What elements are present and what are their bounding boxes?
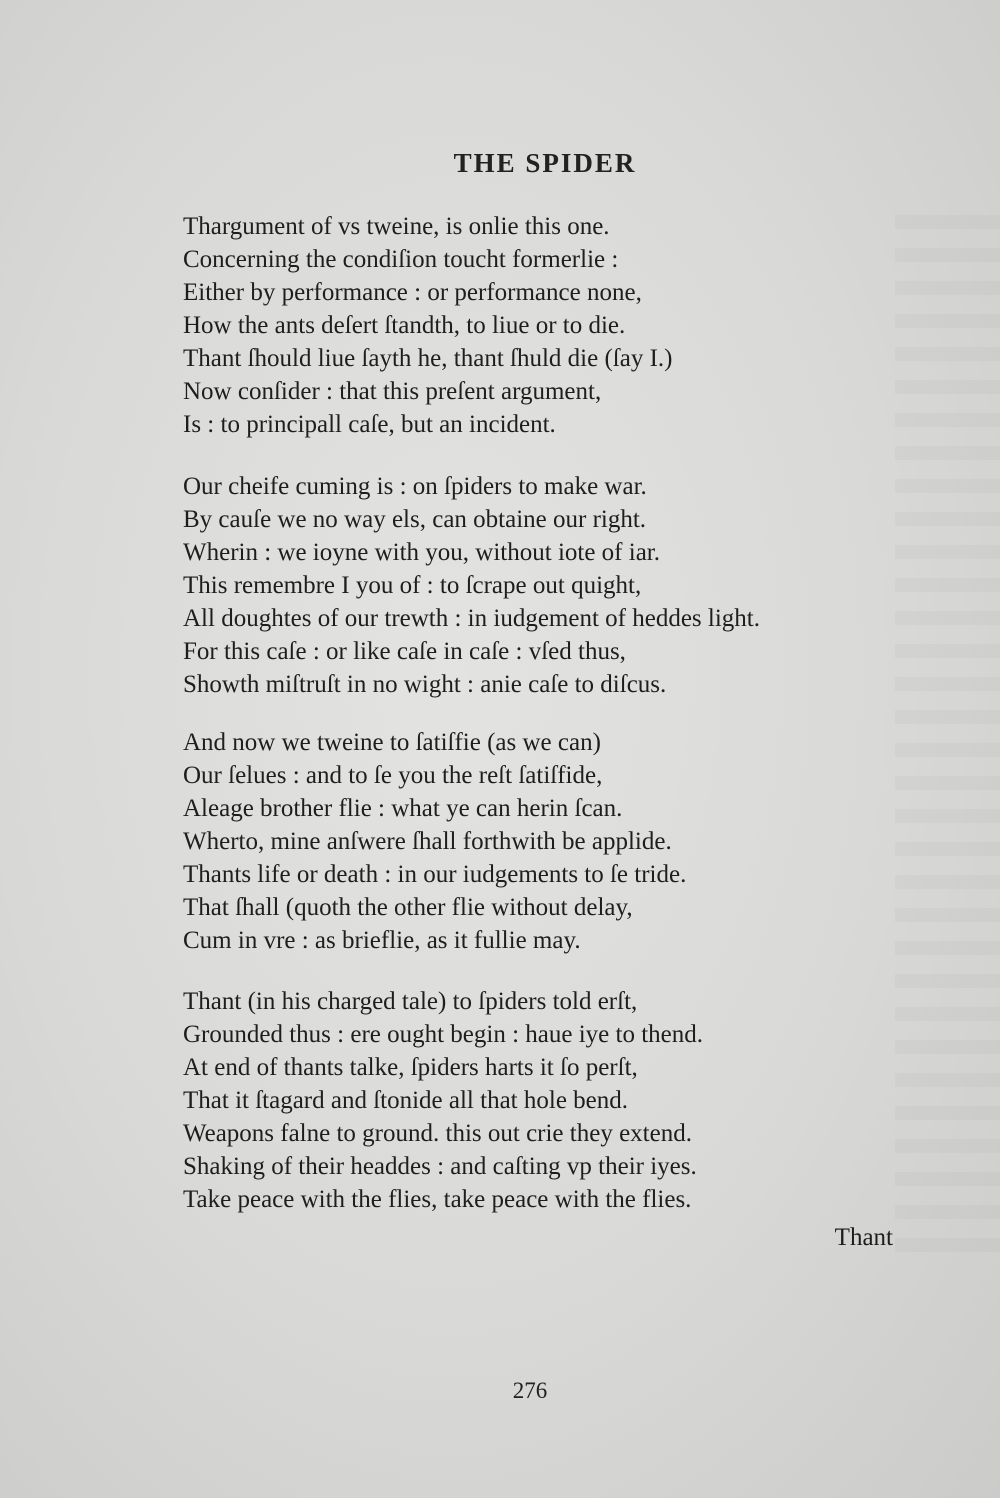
verse-line: Thant (in his charged tale) to ſpiders told erſt, <box>183 988 638 1015</box>
page-title: THE SPIDER <box>453 148 637 178</box>
stanza <box>183 470 760 701</box>
verse-line: That ſhall (quoth the other flie without delay, <box>183 894 633 921</box>
stanza <box>183 726 686 957</box>
verse-line: Cum in vre : as brieflie, as it fullie may. <box>183 927 581 954</box>
verse-line: Concerning the condiſion toucht formerlie : <box>183 246 619 273</box>
verse-line: Either by performance : or performance none, <box>183 279 642 306</box>
page-number: 276 <box>512 1378 548 1403</box>
verse-line: Thants life or death : in our iudgements to ſe tride. <box>183 861 687 888</box>
verse-line: Grounded thus : ere ought begin : haue iye to thend. <box>183 1021 704 1048</box>
verse-line: Thant ſhould liue ſayth he, thant ſhuld die (ſay I.) <box>183 345 673 372</box>
verse-line: Now conſider : that this preſent argument, <box>183 378 602 405</box>
verse-line: Is : to principall caſe, but an incident. <box>183 411 556 438</box>
verse-line: Wherto, mine anſwere ſhall forthwith be applide. <box>183 828 672 855</box>
verse-line: By cauſe we no way els, can obtaine our right. <box>183 506 647 533</box>
verse-line: Our ſelues : and to ſe you the reſt ſatiſfide, <box>183 762 603 789</box>
verse-line: Our cheife cuming is : on ſpiders to make war. <box>183 473 647 500</box>
verse-line: Thargument of vs tweine, is onlie this one. <box>183 213 610 240</box>
catchword: Thant <box>834 1224 893 1251</box>
verse-line: Showth miſtruſt in no wight : anie caſe to diſcus. <box>183 671 667 698</box>
verse-line: Wherin : we ioyne with you, without iote of iar. <box>183 539 660 566</box>
verse-line: For this caſe : or like caſe in caſe : vſed thus, <box>183 638 626 665</box>
verse-line: This remembre I you of : to ſcrape out quight, <box>183 572 642 599</box>
verse-line: Shaking of their headdes : and caſting vp their iyes. <box>183 1153 697 1180</box>
stanza <box>183 985 703 1216</box>
show-through-text <box>895 215 1000 1255</box>
verse-line: And now we tweine to ſatiſfie (as we can) <box>183 729 601 756</box>
stanza <box>183 210 672 441</box>
verse-line: Take peace with the flies, take peace with the flies. <box>183 1186 692 1213</box>
verse-line: At end of thants talke, ſpiders harts it ſo perſt, <box>183 1054 638 1081</box>
verse-line: Weapons falne to ground. this out crie they extend. <box>183 1120 692 1147</box>
verse-line: That it ſtagard and ſtonide all that hole bend. <box>183 1087 629 1114</box>
verse-line: Aleage brother flie : what ye can herin ſcan. <box>183 795 623 822</box>
verse-line: How the ants deſert ſtandth, to liue or to die. <box>183 312 626 339</box>
verse-line: All doughtes of our trewth : in iudgement of heddes light. <box>183 605 760 632</box>
